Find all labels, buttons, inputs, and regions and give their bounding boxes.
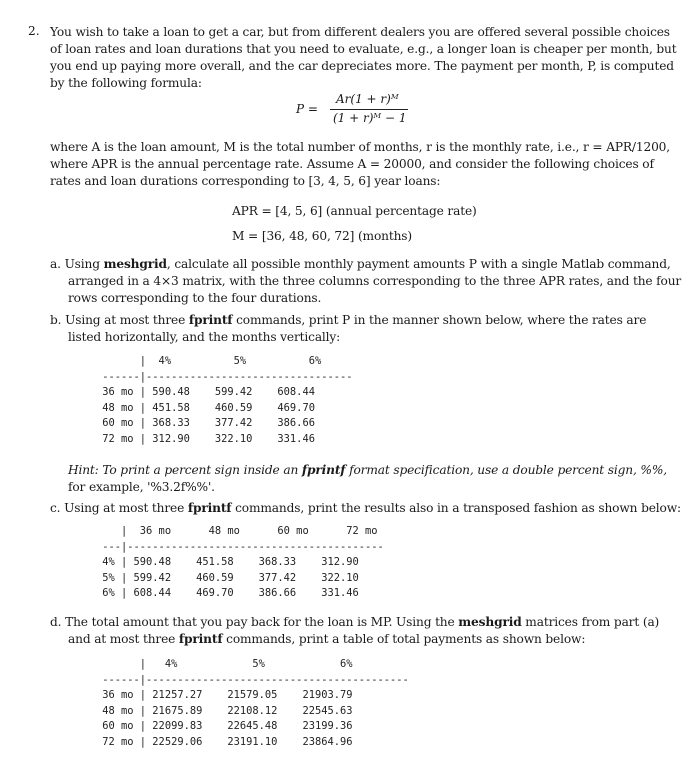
part-c-line: c. Using at most three fprintf commands, print the results also in a transposed fashion as shown below: [50,501,681,515]
where-line: where A is the loan amount, M is the total number of months, r is the monthly rate, i.e., r = APR/1200, [50,140,671,154]
months-definition: M = [36, 48, 60, 72] (months) [232,229,413,243]
where-line: rates and loan durations corresponding to [3, 4, 5, 6] year loans: [50,174,441,188]
intro-line: of loan rates and loan durations that you need to evaluate, e.g., a longer loan is cheaper per month, but [50,42,677,56]
monthly-payment-table: | 4% 5% 6% ------|--------------------------------- 36 mo | 590.48 599.42 608.44 48 mo | 451.58 460.59 469.70 60 mo | 368.33 377.42 386.66 72 mo | 312.90 322.10 331.46 [102,355,353,445]
total-payment-table: | 4% 5% 6% ------|------------------------------------------ 36 mo | 21257.27 21579.05 21903.79 48 mo | 21675.89 22108.12 22545.63 60 mo | 22099.83 22645.48 23199.36 72 mo | 22529.06 23191.10 23864.96 [102,658,409,748]
part-d-line: and at most three fprintf commands, print a table of total payments as shown below: [68,632,586,646]
formula-numerator: Ar(1 + r)ᴹ [336,92,399,106]
problem-number: 2. [28,24,40,38]
formula-denominator: (1 + r)ᴹ − 1 [333,111,407,125]
where-line: where APR is the annual percentage rate. Assume A = 20000, and consider the following choices of [50,157,654,171]
hint-line: for example, '%3.2f%%'. [68,480,215,494]
intro-line: You wish to take a loan to get a car, but from different dealers you are offered several possible choices [50,25,670,39]
hint-line: Hint: To print a percent sign inside an fprintf format specification, use a double percent sign, %%, [68,463,667,477]
part-a-line: a. Using meshgrid, calculate all possible monthly payment amounts P with a single Matlab command, [50,257,671,271]
part-b-line: listed horizontally, and the months vertically: [68,330,341,344]
intro-line: by the following formula: [50,76,202,90]
apr-definition: APR = [4, 5, 6] (annual percentage rate) [232,204,477,218]
part-b-line: b. Using at most three fprintf commands, print P in the manner shown below, where the rates are [50,313,647,327]
formula-lhs: P = [296,102,318,116]
part-a-line: arranged in a 4×3 matrix, with the three columns corresponding to the three APR rates, and the four [68,274,682,288]
part-a-line: rows corresponding to the four durations. [68,291,322,305]
fraction-bar [330,109,408,110]
transposed-payment-table: | 36 mo 48 mo 60 mo 72 mo ---|----------------------------------------- 4% | 590.48 451.58 368.33 312.90 5% | 599.42 460.59 377.42 322.10 6% | 608.44 469.70 386.66 331.46 [102,525,384,599]
part-d-line: d. The total amount that you pay back for the loan is MP. Using the meshgrid matrices from part (a) [50,615,660,629]
intro-line: you end up paying more overall, and the car depreciates more. The payment per month, P, is computed [50,59,674,73]
